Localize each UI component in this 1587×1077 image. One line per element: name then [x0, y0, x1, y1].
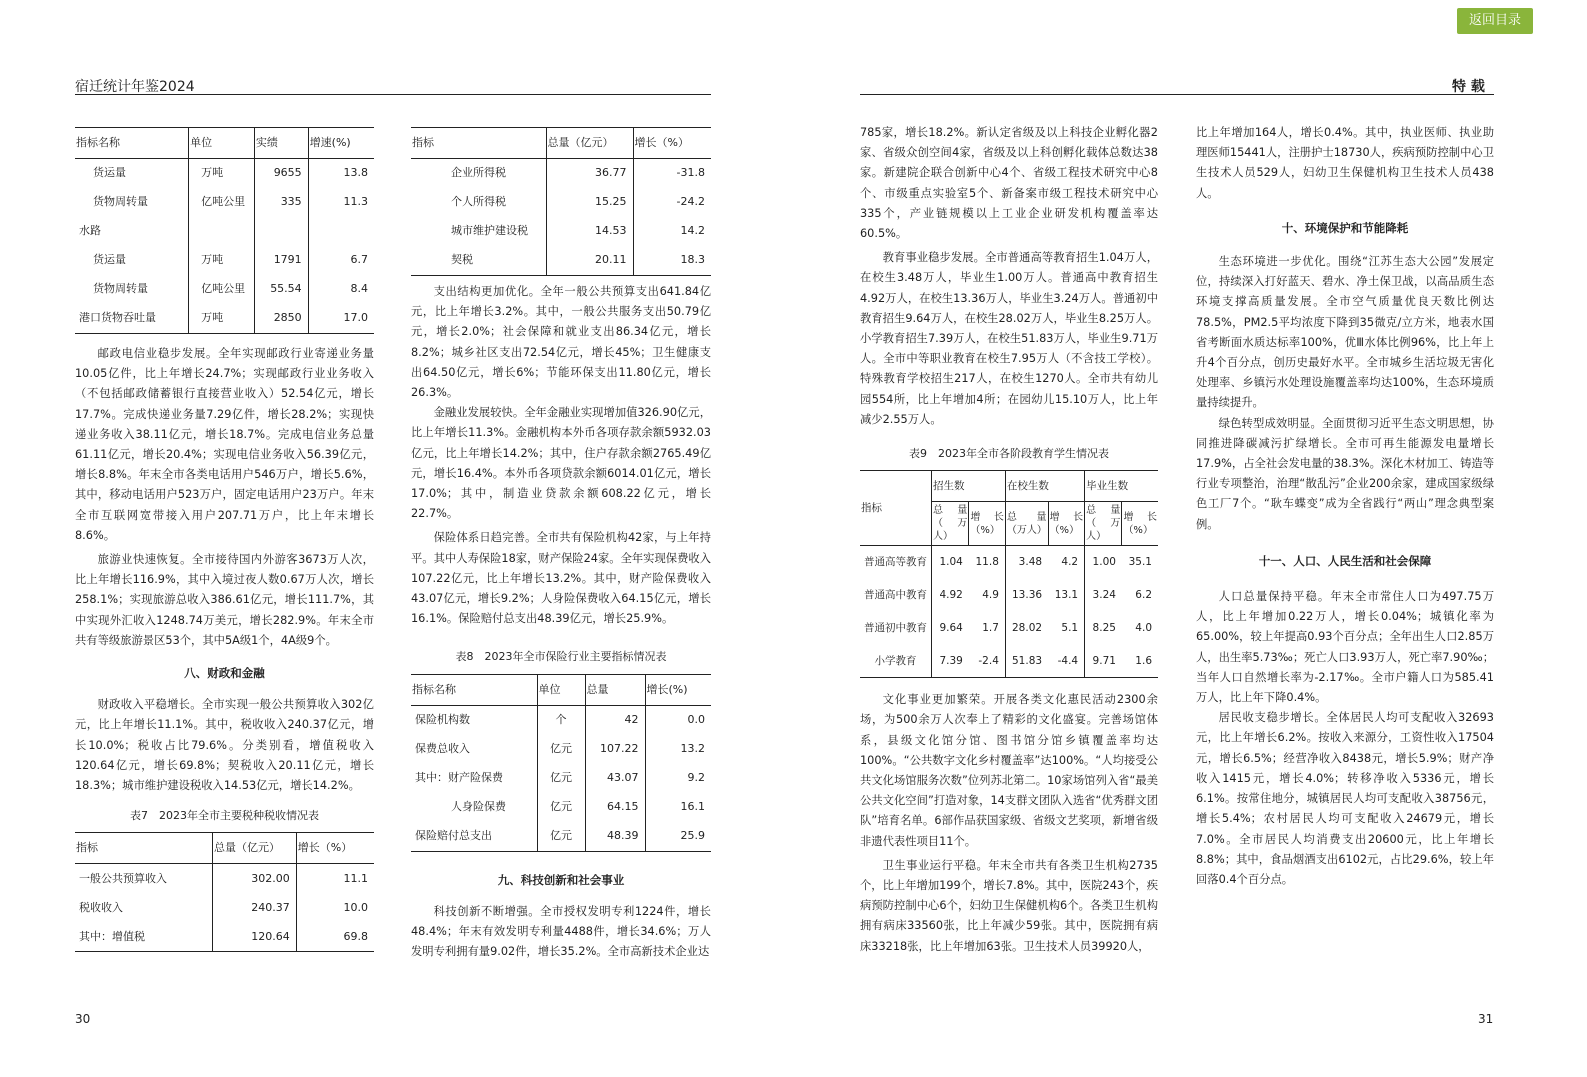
table-row: 货运量 万吨 1791 6.7	[75, 246, 374, 275]
header-rule-right	[860, 94, 1494, 95]
paragraph-health: 卫生事业运行平稳。年末全市共有各类卫生机构2735个，比上年增加199个，增长7.8%。其中，医院243个，疾病预防控制中心6个，妇幼卫生保健机构6个。各类卫生机构拥有病床33560张，比上年减少59张。其中，医院拥有病床33218张，比上年增加63张。卫生技术人员39920人，	[860, 858, 1158, 953]
table9-caption: 表9 2023年全市各阶段教育学生情况表	[909, 447, 1109, 461]
table-row: 普通高中教育 4.92 4.9 13.36 13.1 3.24 6.2	[860, 579, 1158, 612]
paragraph-tech-cont: 785家，增长18.2%。新认定省级及以上科技企业孵化器2家、省级众创空间4家，省级及以上科创孵化载体总数达38家。新建院企联合创新中心4个、省级工程技术研究中心8个、市级重点实验室5个、新备案市级工程技术研究中心335个，产业链规模以上工业企业研发机构覆盖率达60.5%。	[860, 126, 1158, 241]
th-total: 总量（亿元）	[546, 128, 633, 159]
column-4	[1196, 123, 1494, 890]
paragraph-population: 人口总量保持平稳。年末全市常住人口为497.75万人，比上年增加0.22万人，增长0.04%；城镇化率为65.00%，较上年提高0.93个百分点；全年出生人口2.85万人，出生率5.73‰；死亡人口3.93万人，死亡率7.90‰；当年人口自然增长率为-2.17‰。全市户籍人口为585.41万人，比上年下降0.4%。	[1196, 590, 1494, 705]
th-name: 指标名称	[75, 128, 189, 159]
table-row: 保险机构数 个 42 0.0	[411, 705, 711, 735]
column-3	[860, 123, 1158, 957]
column-2	[411, 127, 711, 962]
transport-table	[75, 127, 374, 334]
th-index: 指标	[411, 128, 546, 159]
th-unit: 单位	[189, 128, 255, 159]
tax-table-continued	[411, 127, 711, 276]
table-row: 一般公共预算收入 302.00 11.1	[75, 864, 374, 894]
table-row: 城市维护建设税 14.53 14.2	[411, 217, 711, 246]
column-1	[75, 127, 374, 952]
section-heading-11: 十一、人口、人民生活和社会保障	[1258, 553, 1432, 568]
th-total: 总量	[585, 674, 645, 705]
paragraph-tourism: 旅游业快速恢复。全市接待国内外游客3673万人次，比上年增长116.9%，其中入境过夜人数0.67万人次，增长258.1%；实现旅游总收入386.61亿元，增长111.7%，其中实现外汇收入1248.74万美元，增长282.9%。年末全市共有等级旅游景区53个，其中5A级1个，4A级9个。	[75, 553, 374, 647]
table-row: 税收收入 240.37 10.0	[75, 893, 374, 922]
header-rule-left	[75, 94, 711, 95]
th-total: 总量（亿元）	[213, 833, 297, 864]
table-row: 保费总收入 亿元 107.22 13.2	[411, 735, 711, 764]
table-row: 港口货物吞吐量 万吨 2850 17.0	[75, 304, 374, 334]
th-value: 实绩	[254, 128, 308, 159]
table7-caption: 表7 2023年全市主要税种税收情况表	[130, 809, 319, 823]
paragraph-insurance: 保险体系日趋完善。全市共有保险机构42家，与上年持平。其中人寿保险18家，财产保险24家。全年实现保费收入107.22亿元，比上年增长13.2%。其中，财产险保费收入43.07亿元，增长9.2%；人身险保费收入64.15亿元，增长16.1%。保险赔付总支出48.39亿元，增长25.9%。	[411, 531, 711, 626]
paragraph-health-cont: 比上年增加164人，增长0.4%。其中，执业医师、执业助理医师15441人，注册护士18730人，疾病预防控制中心卫生技术人员529人，妇幼卫生保健机构卫生技术人员438人。	[1196, 126, 1494, 200]
th-growth: 增速(%)	[308, 128, 374, 159]
section-heading-9: 九、科技创新和社会事业	[497, 872, 625, 887]
th-index: 指标	[860, 471, 932, 546]
table-row: 人身险保费 亿元 64.15 16.1	[411, 793, 711, 822]
table-row: 保险赔付总支出 亿元 48.39 25.9	[411, 822, 711, 852]
th-name: 指标名称	[411, 674, 537, 705]
running-header-left: 宿迁统计年鉴2024	[75, 79, 195, 95]
th-growth: 增长(%)	[645, 674, 711, 705]
table-row: 货物周转量 亿吨公里 335 11.3	[75, 188, 374, 217]
tax-table	[75, 832, 374, 952]
table-row: 其中：财产险保费 亿元 43.07 9.2	[411, 764, 711, 793]
th-growth: 增长（%）	[296, 833, 374, 864]
th-index: 指标	[75, 833, 213, 864]
table-row: 契税 20.11 18.3	[411, 246, 711, 276]
insurance-table	[411, 674, 711, 852]
paragraph-ecology: 生态环境进一步优化。围绕“江苏生态大公园”发展定位，持续深入打好蓝天、碧水、净土保卫战，以高品质生态环境支撑高质量发展。全市空气质量优良天数比例达78.5%，PM2.5平均浓度下降到35微克/立方米，地表水国省考断面水质达标率100%，优Ⅲ水体比例96%，比上年上升4个百分点，创历史最好水平。全市城乡生活垃圾无害化处理率、乡镇污水处理设施覆盖率均达100%，生态环境质量持续提升。	[1196, 255, 1494, 410]
table-row: 普通高等教育 1.04 11.8 3.48 4.2 1.00 35.1	[860, 546, 1158, 579]
table-row: 普通初中教育 9.64 1.7 28.02 5.1 8.25 4.0	[860, 612, 1158, 645]
table8-caption: 表8 2023年全市保险行业主要指标情况表	[455, 650, 667, 664]
table-row: 其中：增值税 120.64 69.8	[75, 922, 374, 952]
table-row: 货物周转量 亿吨公里 55.54 8.4	[75, 275, 374, 304]
paragraph-postal: 邮政电信业稳步发展。全年实现邮政行业寄递业务量10.05亿件，比上年增长24.7%；实现邮政行业业务收入（不包括邮政储蓄银行直接营业收入）52.54亿元，增长17.7%。完成快递业务量7.29亿件，增长28.2%；实现快递业务收入38.11亿元，增长18.7%。完成电信业务总量61.11亿元，增长20.4%；实现电信业务收入56.39亿元，增长8.8%。年末全市各类电话用户546万户，增长5.6%，其中，移动电话用户523万户，固定电话用户23万户。年末全市互联网宽带接入用户207.71万户，比上年末增长8.6%。	[75, 347, 374, 542]
page-number-right: 31	[1478, 1012, 1494, 1026]
section-heading-8: 八、财政和金融	[184, 666, 265, 681]
paragraph-finance: 金融业发展较快。全年金融业实现增加值326.90亿元，比上年增长11.3%。金融机构本外币各项存款余额5932.03亿元，比上年增长14.2%；其中，住户存款余额2765.49亿元，增长16.4%。本外币各项贷款余额6014.01亿元，增长17.0%；其中，制造业贷款余额608.22亿元，增长22.7%。	[411, 406, 711, 521]
paragraph-culture: 文化事业更加繁荣。开展各类文化惠民活动2300余场，为500余万人次奉上了精彩的文化盛宴。完善场馆体系，县级文化馆分馆、图书馆分馆乡镇覆盖率均达100%。“公共数字文化乡村覆盖率”达100%。“人均接受公共文化场馆服务次数”位列苏北第二。10家场馆列入省“最美公共文化空间”打造对象，14支群文团队入选省“优秀群文团队”培育名单。6部作品获国家级、省级文艺奖项，新增省级非遗代表性项目11个。	[860, 693, 1158, 848]
paragraph-education: 教育事业稳步发展。全市普通高等教育招生1.04万人，在校生3.48万人，毕业生1.00万人。普通高中教育招生4.92万人，在校生13.36万人，毕业生3.24万人。普通初中教育招生9.64万人，在校生28.02万人，毕业生8.25万人。小学教育招生7.39万人，在校生51.83万人，毕业生9.71万人。全市中等职业教育在校生7.95万人（不含技工学校）。特殊教育学校招生217人，在校生1270人。全市共有幼儿园554所，比上年增加4所；在园幼儿15.10万人，比上年减少2.55万人。	[860, 251, 1158, 426]
th-group-enrol: 招生数	[932, 471, 1006, 502]
table-row: 小学教育 7.39 -2.4 51.83 -4.4 9.71 1.6	[860, 645, 1158, 678]
table-row: 个人所得税 15.25 -24.2	[411, 188, 711, 217]
paragraph-green: 绿色转型成效明显。全面贯彻习近平生态文明思想，协同推进降碳减污扩绿增长。全市可再生能源发电量增长17.9%，占全社会发电量的38.3%。深化木材加工、铸造等行业专项整治，治理“散乱污”企业200余家，建成国家级绿色工厂7个。“耿车蝶变”成为全省践行“两山”理念典型案例。	[1196, 416, 1494, 531]
table-row: 货运量 万吨 9655 13.8	[75, 159, 374, 189]
back-to-toc-button[interactable]: 返回目录	[1457, 8, 1533, 34]
table-row: 水路	[75, 217, 374, 246]
th-group-students: 在校生数	[1005, 471, 1084, 502]
section-heading-10: 十、环境保护和节能降耗	[1281, 220, 1409, 235]
page-number-left: 30	[75, 1012, 91, 1026]
running-header-right: 特 载	[1452, 79, 1485, 95]
th-growth: 增长（%）	[633, 128, 711, 159]
th-unit: 单位	[537, 674, 585, 705]
paragraph-revenue: 财政收入平稳增长。全市实现一般公共预算收入302亿元，比上年增长11.1%。其中，税收收入240.37亿元，增长10.0%；税收占比79.6%。分类别看，增值税收入120.64亿元，增长69.8%；契税收入20.11亿元，增长18.3%；城市维护建设税收入14.53亿元，增长14.2%。	[75, 698, 374, 793]
table-row: 企业所得税 36.77 -31.8	[411, 159, 711, 189]
paragraph-expenditure: 支出结构更加优化。全年一般公共预算支出641.84亿元，比上年增长3.2%。其中，一般公共服务支出50.79亿元，增长2.0%；社会保障和就业支出86.34亿元，增长8.2%；城乡社区支出72.54亿元，增长45%；卫生健康支出64.50亿元，增长6%；节能环保支出11.80亿元，增长26.3%。	[411, 285, 711, 400]
paragraph-innovation: 科技创新不断增强。全市授权发明专利1224件，增长48.4%；年末有效发明专利量4488件，增长34.6%；万人发明专利拥有量9.02件，增长35.2%。全市高新技术企业达	[411, 904, 711, 959]
paragraph-income: 居民收支稳步增长。全体居民人均可支配收入32693元，比上年增长6.2%。按收入来源分，工资性收入17504元，增长6.5%；经营净收入8438元，增长5.9%；财产净收入1415元，增长4.0%；转移净收入5336元，增长6.1%。按常住地分，城镇居民人均可支配收入38756元，增长5.4%；农村居民人均可支配收入24679元，增长7.0%。全市居民人均消费支出20600元，比上年增长8.8%；其中，食品烟酒支出6102元，占比29.6%，较上年回落0.4个百分点。	[1196, 711, 1494, 886]
education-table: 指标 招生数 在校生数 毕业生数 总量（万人） 增长（%） 总量（万人） 增长（%） 总量（万人） 增长（%） 普通高等教育 1.04 11.8 3.48 4.2 1.00 35.1 普通高中教育 4.92 4.9 13.36 13.1 3.24 6.2 普通初中教育 9.64 1.7 28.02 5.1 8.25 4.0 小学教育 7.39 -2.4 51.83 -4.4 9.71 1.6	[860, 470, 1158, 678]
th-group-graduates: 毕业生数	[1085, 471, 1158, 502]
